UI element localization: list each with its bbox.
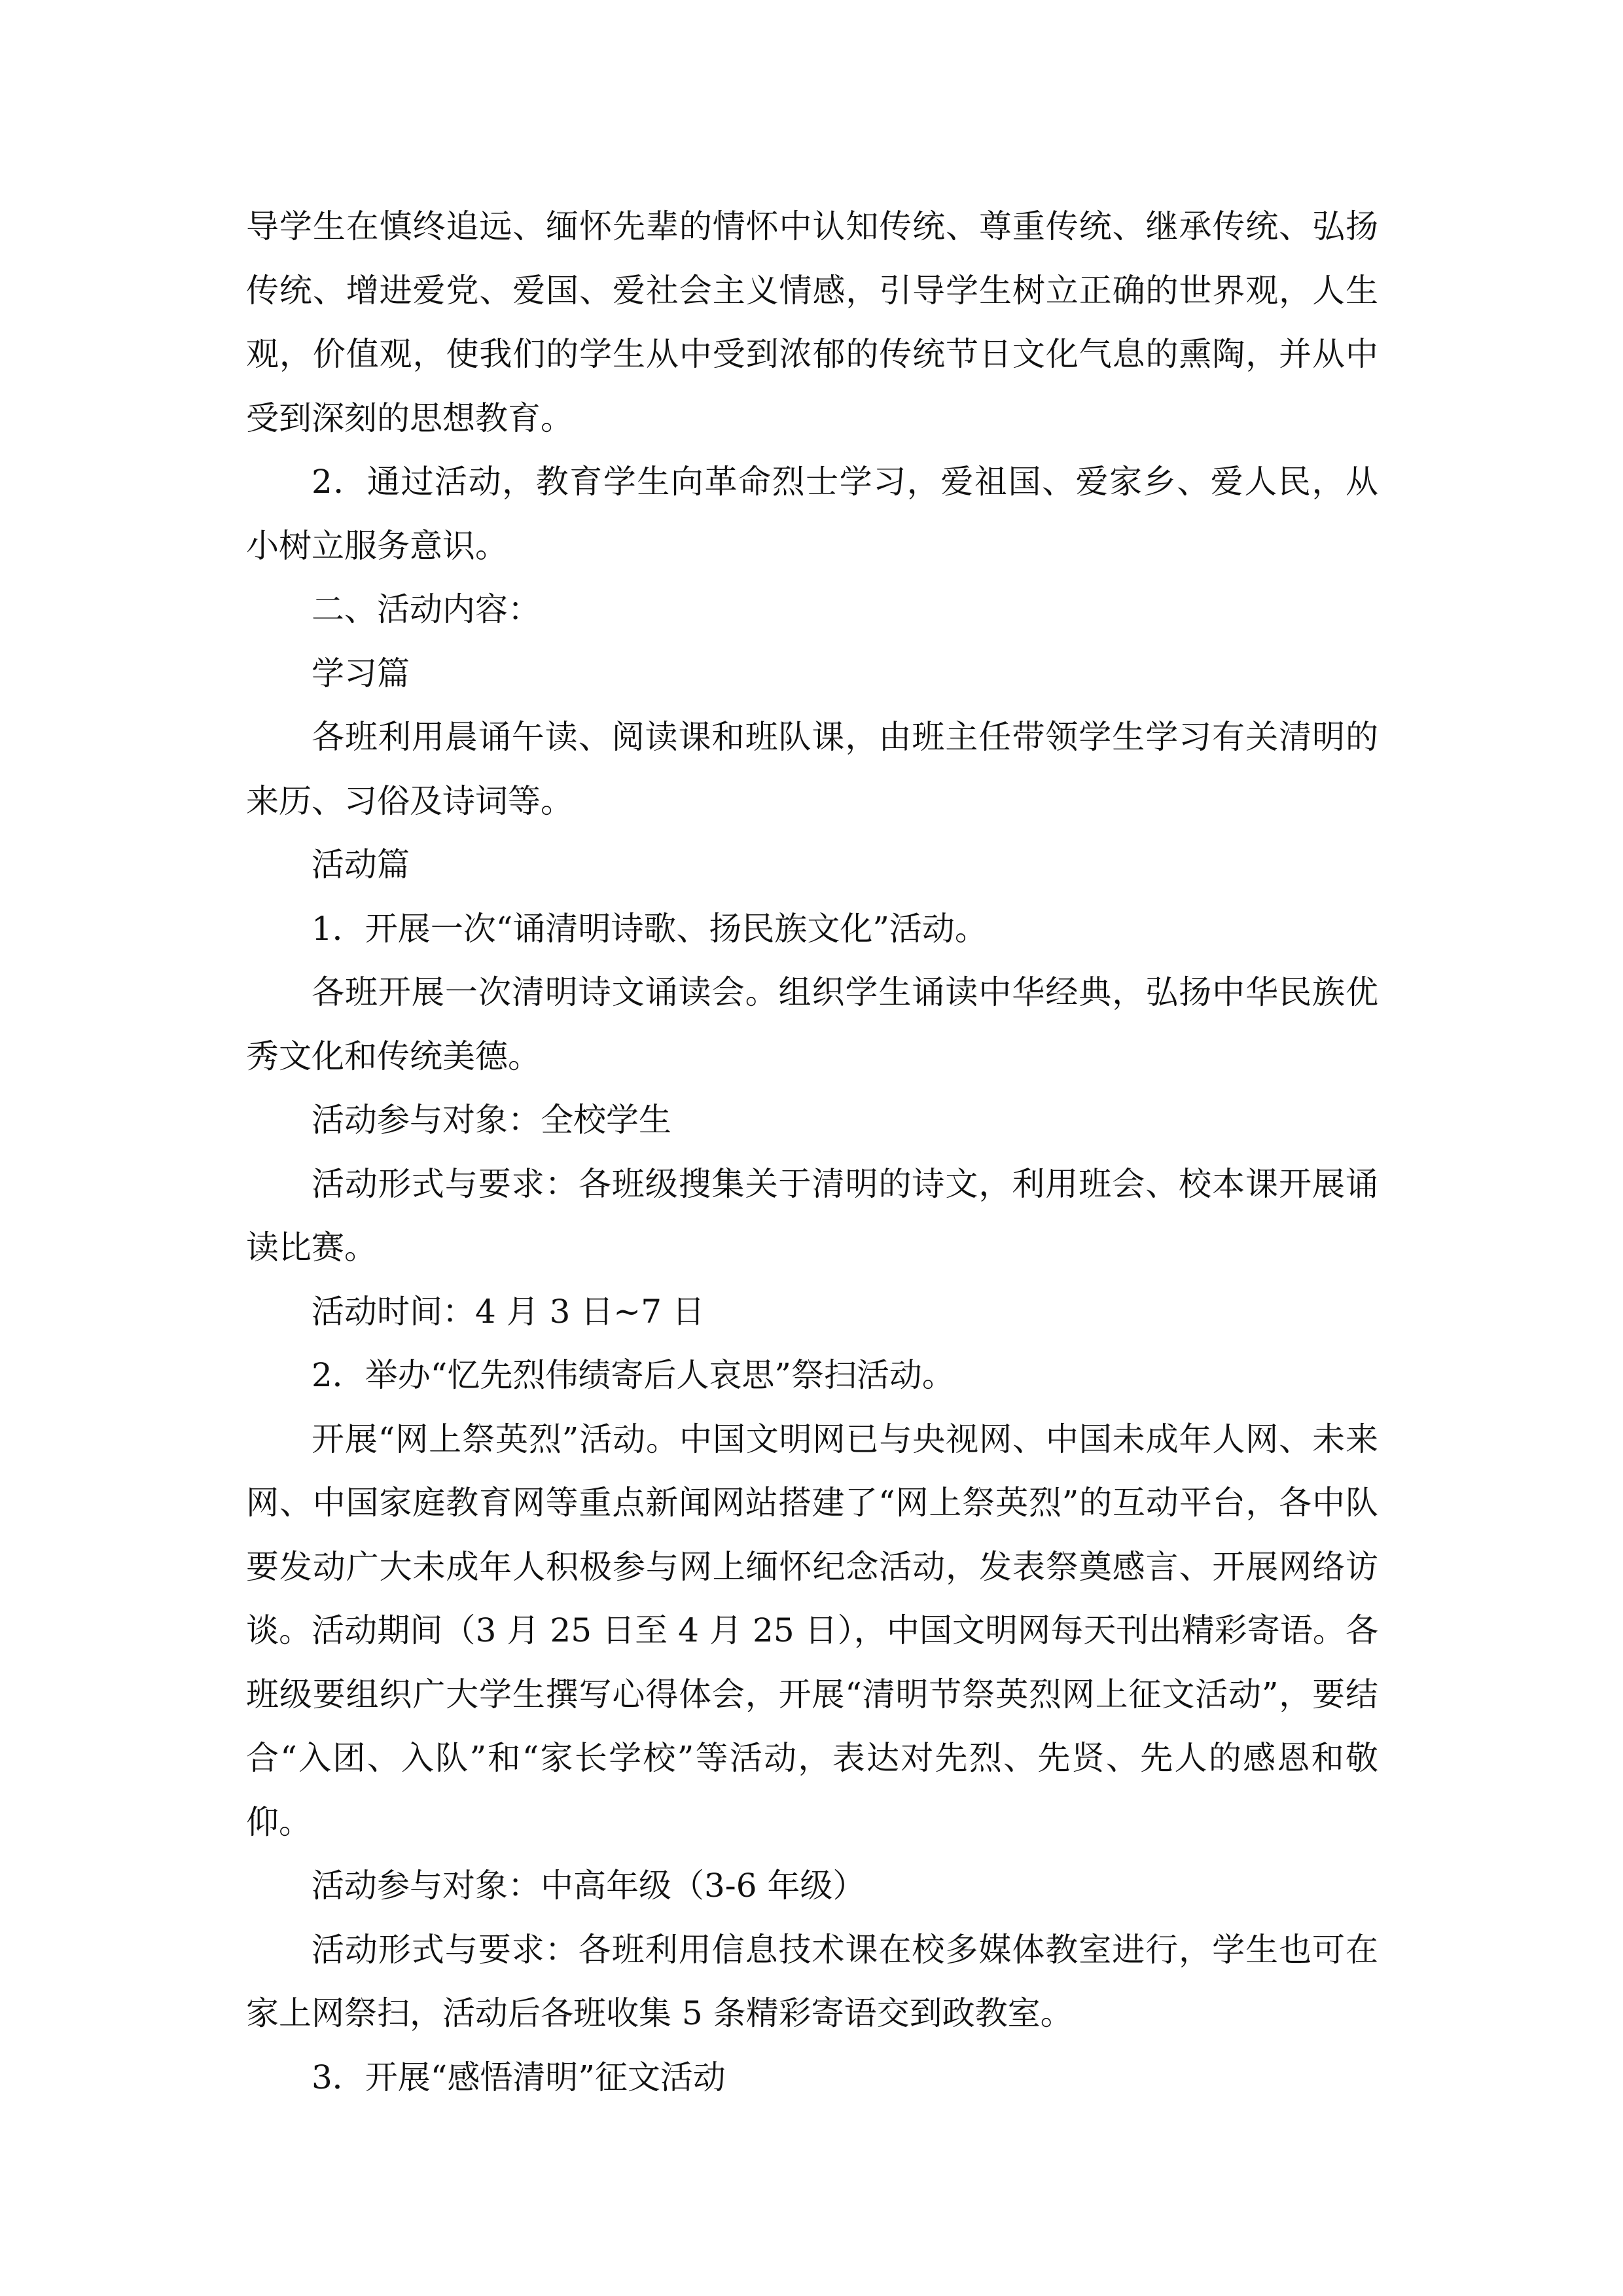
activity-1-title: 1．开展一次“诵清明诗歌、扬民族文化”活动。 xyxy=(312,909,988,948)
section-heading-activity-content: 二、活动内容： xyxy=(312,590,541,628)
paragraph-objective-2: 2．通过活动，教育学生向革命烈士学习，爱祖国、爱家乡、爱人民，从小树立服务意识。 xyxy=(246,463,1378,565)
subheading-study: 学习篇 xyxy=(312,654,410,692)
activity-2-description: 开展“网上祭英烈”活动。中国文明网已与央视网、中国未成年人网、未来网、中国家庭教育网等重点新闻网站搭建了“网上祭英烈”的互动平台，各中队要发动广大未成年人积极参与网上缅怀纪念活动，发表祭奠感言、开展网络访谈。活动期间（3 月 25 日至 4 月 25 日），中国文明网每天刊出精彩寄语。各班级要组织广大学生撰写心得体会，开展“清明节祭英烈网上征文活动”，要结合“入团、入队”和“家长学校”等活动，表达对先烈、先贤、先人的感恩和敬仰。 xyxy=(246,1420,1378,1841)
activity-3-title: 3．开展“感悟清明”征文活动 xyxy=(312,2058,726,2096)
activity-2-participants: 活动参与对象：中高年级（3-6 年级） xyxy=(312,1867,866,1905)
paragraph-intro-continued: 导学生在慎终追远、缅怀先辈的情怀中认知传统、尊重传统、继承传统、弘扬传统、增进爱党、爱国、爱社会主义情感，引导学生树立正确的世界观，人生观，价值观，使我们的学生从中受到浓郁的传统节日文化气息的熏陶，并从中受到深刻的思想教育。 xyxy=(246,207,1378,437)
subheading-activities: 活动篇 xyxy=(312,846,410,884)
activity-2-format: 活动形式与要求：各班利用信息技术课在校多媒体教室进行，学生也可在家上网祭扫，活动后各班收集 5 条精彩寄语交到政教室。 xyxy=(246,1930,1378,2032)
document-body xyxy=(246,195,1378,2109)
activity-1-description: 各班开展一次清明诗文诵读会。组织学生诵读中华经典，弘扬中华民族优秀文化和传统美德。 xyxy=(246,973,1378,1075)
activity-2-title: 2．举办“忆先烈伟绩寄后人哀思”祭扫活动。 xyxy=(312,1356,955,1394)
paragraph-study-description: 各班利用晨诵午读、阅读课和班队课，由班主任带领学生学习有关清明的来历、习俗及诗词等。 xyxy=(246,718,1378,820)
activity-1-participants: 活动参与对象：全校学生 xyxy=(312,1101,671,1139)
activity-1-format: 活动形式与要求：各班级搜集关于清明的诗文，利用班会、校本课开展诵读比赛。 xyxy=(246,1164,1378,1266)
activity-1-time: 活动时间：4 月 3 日~7 日 xyxy=(312,1292,705,1331)
